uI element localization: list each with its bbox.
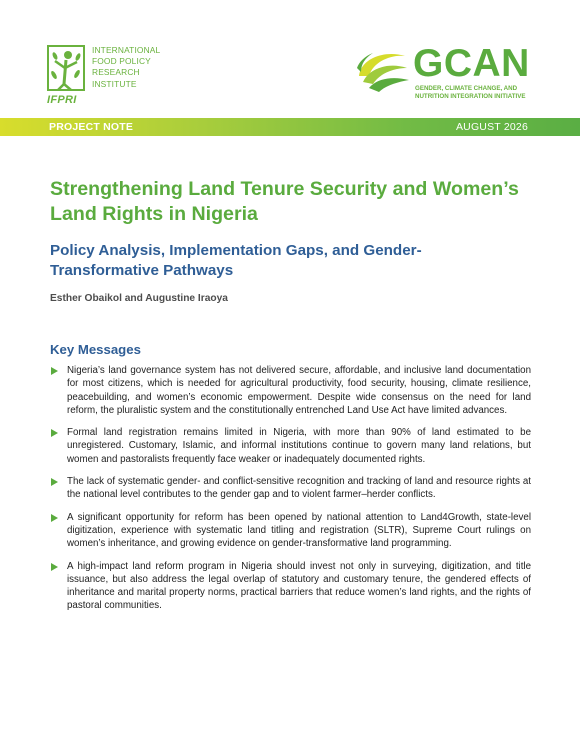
key-message-text: A high-impact land reform program in Nigeria should invest not only in surveying, digitization, and title issuance, but also address the legal overlap of statutory and customary tenure, the gendered effects of inheritance and marital property norms, practical barriers that reduce women’s land rights, and the rights of pastoral communities. [67, 560, 531, 612]
gcan-logo [355, 44, 545, 106]
triangle-bullet-icon [51, 367, 58, 375]
key-message-item [50, 426, 531, 466]
key-message-item [50, 364, 531, 417]
ifpri-name-line: INTERNATIONAL [92, 45, 161, 55]
ifpri-name [92, 45, 187, 90]
project-note-band [0, 118, 580, 136]
key-message-item [50, 560, 531, 613]
key-message-text: A significant opportunity for reform has been opened by national attention to Land4Growth, state-level digitization, experience with systematic land titling and registration (SLTR), Supreme Court rulings on women’s inheritance, and growing evidence on gender-transformative land programming. [67, 511, 531, 550]
ifpri-logo [47, 44, 187, 106]
key-messages-heading: Key Messages [50, 342, 141, 357]
ifpri-name-line: RESEARCH [92, 67, 140, 78]
key-message-text: Nigeria’s land governance system has not delivered secure, affordable, and inclusive land documentation for most citizens, which is needed for agricultural productivity, food security, housing, climate resilience, peacebuilding, and women’s economic empowerment. Despite wide consensus on the need for land reform, the pluralistic system and the constitutionally entrenched Land Use Act have limited advances. [67, 365, 531, 416]
gcan-wordmark: GCAN [413, 42, 530, 85]
page-header [0, 0, 580, 118]
document-type-label: PROJECT NOTE [49, 121, 134, 133]
authors: Esther Obaikol and Augustine Iraoya [50, 293, 228, 304]
gcan-tagline [415, 85, 545, 101]
key-message-item [50, 511, 531, 551]
document-title: Strengthening Land Tenure Security and Women’s Land Rights in Nigeria [50, 178, 519, 225]
triangle-bullet-icon [51, 563, 58, 571]
key-message-item [50, 475, 531, 502]
gcan-leaf-swirl-icon [355, 46, 411, 94]
triangle-bullet-icon [51, 429, 58, 437]
gcan-tagline-line: GENDER, CLIMATE CHANGE, AND [415, 85, 518, 92]
triangle-bullet-icon [51, 478, 58, 486]
ifpri-abbreviation: IFPRI [47, 94, 77, 106]
document-subtitle: Policy Analysis, Implementation Gaps, and Gender-Transformative Pathways [50, 242, 422, 279]
key-messages-list [50, 364, 531, 622]
key-message-text: The lack of systematic gender- and conflict-sensitive recognition and tracking of land and resource rights at the national level contributes to the gender gap and to violent farmer–herder conflicts. [67, 476, 531, 501]
ifpri-name-line: FOOD POLICY [92, 56, 151, 67]
ifpri-name-line: INSTITUTE [92, 78, 137, 89]
triangle-bullet-icon [51, 514, 58, 522]
key-message-text: Formal land registration remains limited in Nigeria, with more than 90% of land estimated to be unregistered. Customary, Islamic, and informal institutions continue to govern many land relations, but women and pastoralists frequently face weaker or inadequately documented rights. [67, 427, 531, 465]
gcan-tagline-line: NUTRITION INTEGRATION INITIATIVE [415, 93, 526, 100]
publication-date: AUGUST 2026 [455, 121, 528, 133]
